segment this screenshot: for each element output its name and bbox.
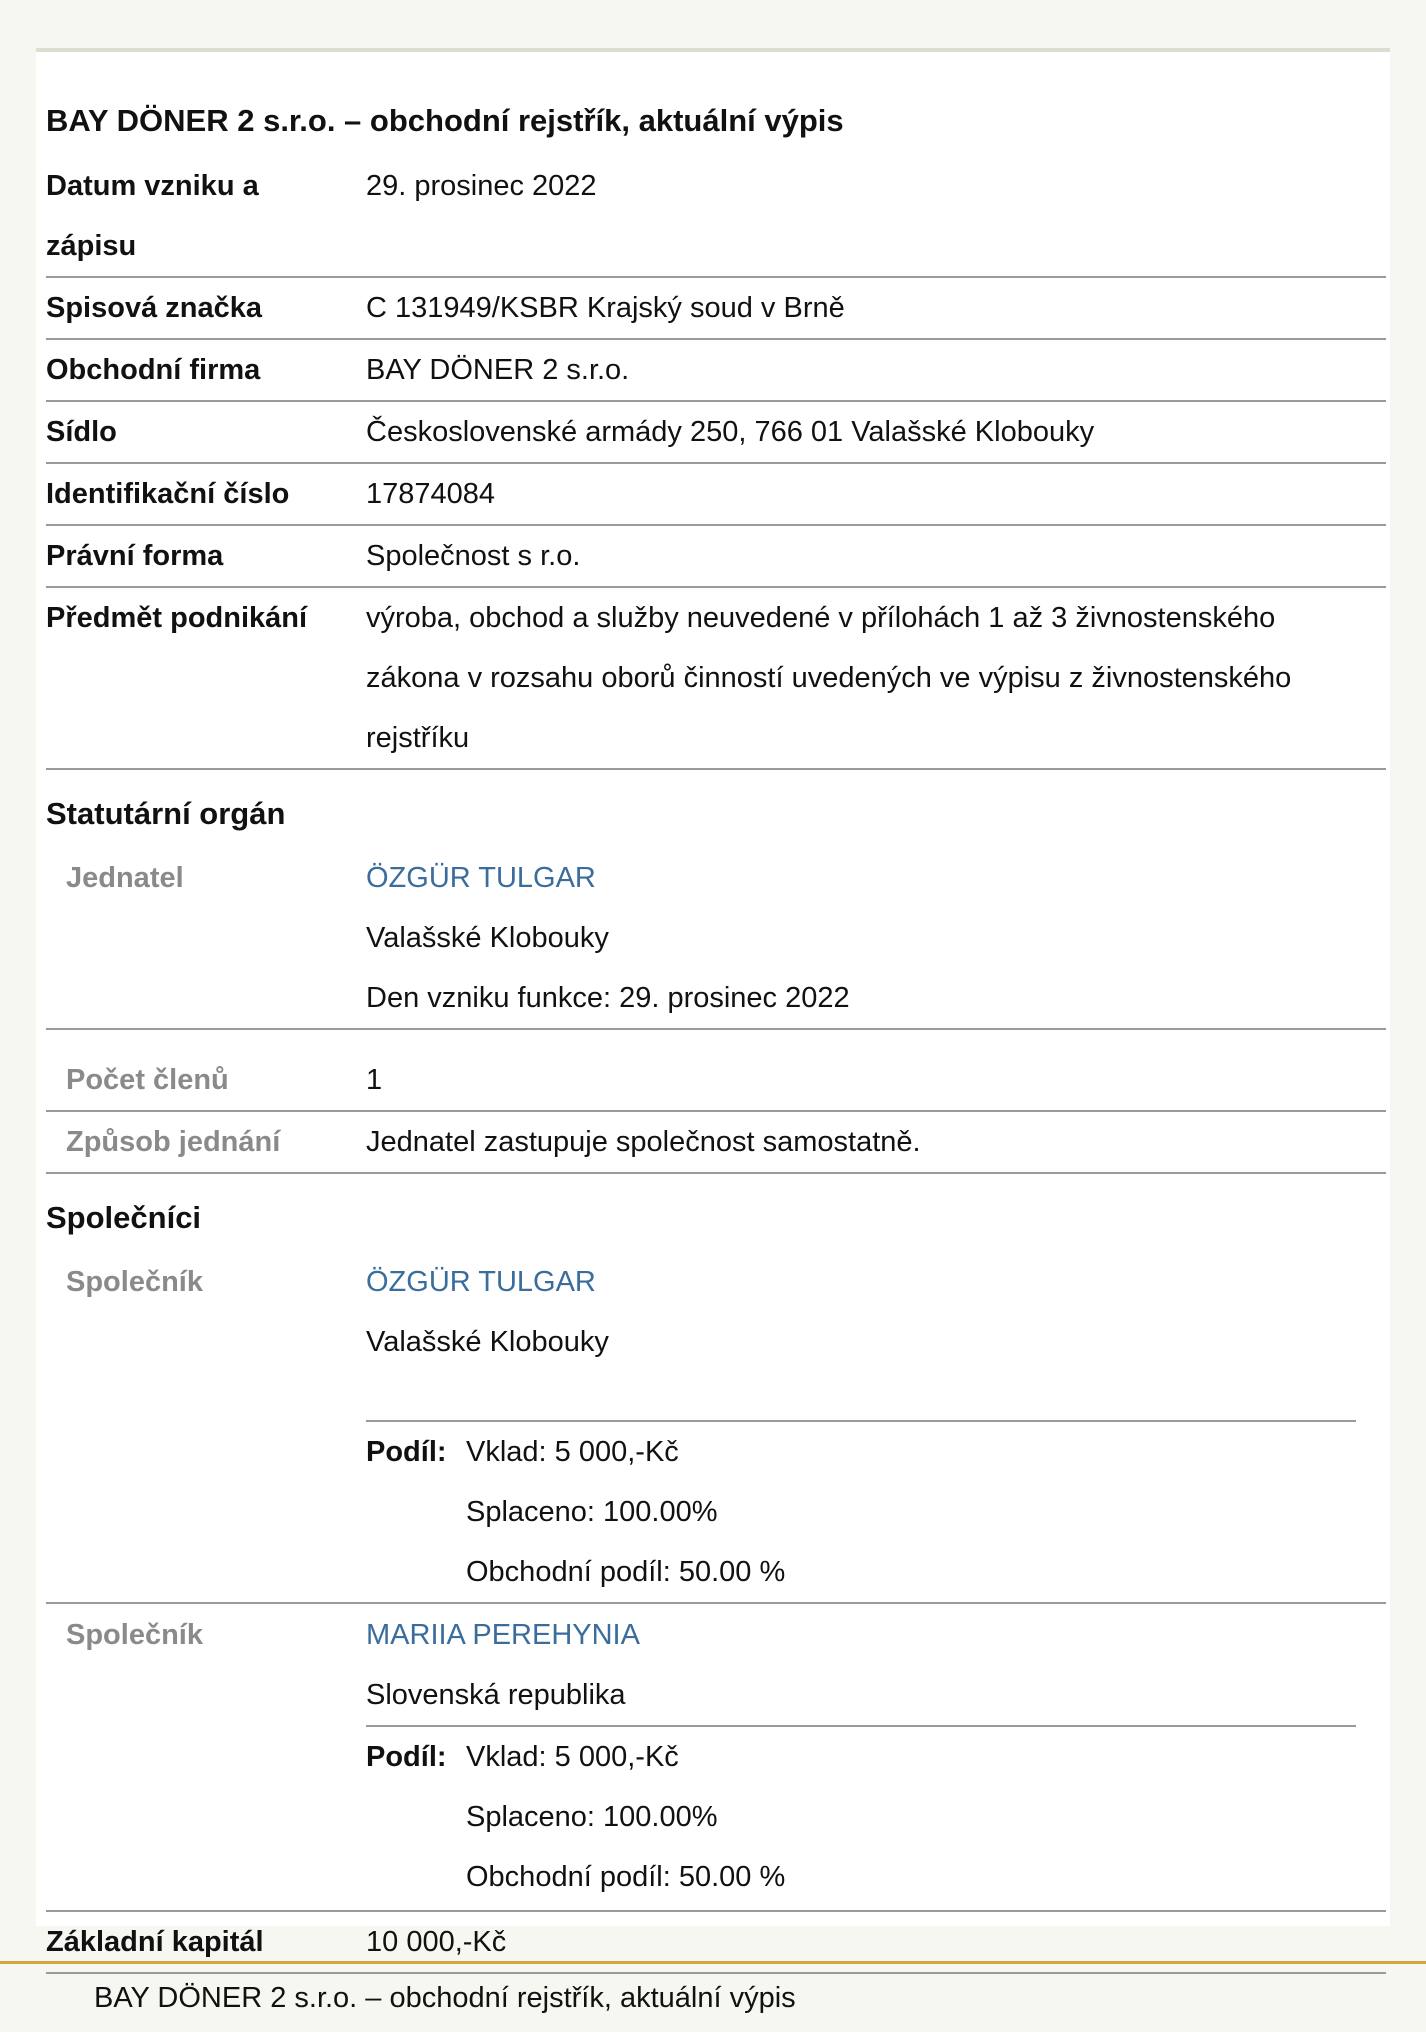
- value-predmet-podnikani: výroba, obchod a služby neuvedené v přílohách 1 až 3 živnostenského zákona v rozsahu oborů činností uvedených ve výpisu z živnostenského rejstříku: [366, 602, 1292, 754]
- share-label-1: Podíl:: [366, 1436, 447, 1468]
- value-identifikacni-cislo: 17874084: [366, 478, 496, 510]
- value-spolecnik-2: MARIIA PEREHYNIA Slovenská republika: [366, 1605, 1376, 1725]
- share-block-2: [366, 1725, 1356, 1907]
- label-jednatel: Jednatel: [66, 862, 184, 894]
- row-identifikacni-cislo: [46, 464, 1386, 526]
- jednatel-name-link[interactable]: ÖZGÜR TULGAR: [366, 862, 596, 894]
- row-predmet-podnikani: [46, 588, 1386, 770]
- label-pocet-clenu: Počet členů: [66, 1064, 229, 1096]
- value-spolecnik-1: ÖZGÜR TULGAR Valašské Klobouky: [366, 1252, 1376, 1372]
- footer-divider: [0, 1961, 1426, 1964]
- value-pravni-forma: Společnost s r.o.: [366, 540, 581, 572]
- footer-title: BAY DÖNER 2 s.r.o. – obchodní rejstřík, aktuální výpis: [94, 1982, 796, 2014]
- value-jednatel: ÖZGÜR TULGAR Valašské Klobouky Den vzniku funkce: 29. prosinec 2022: [366, 848, 1376, 1028]
- row-pravni-forma: [46, 526, 1386, 588]
- document-panel: [36, 48, 1390, 1958]
- value-zakladni-kapital: 10 000,-Kč: [366, 1926, 507, 1958]
- row-sidlo: [46, 402, 1386, 464]
- share-values-1: Vklad: 5 000,-Kč Splaceno: 100.00% Obchodní podíl: 50.00 %: [466, 1436, 786, 1588]
- spolecnik-2-name-link[interactable]: MARIIA PEREHYNIA: [366, 1619, 640, 1651]
- row-pocet-clenu: [46, 1050, 1386, 1112]
- value-obchodni-firma: BAY DÖNER 2 s.r.o.: [366, 354, 630, 386]
- row-zpusob-jednani: [46, 1112, 1386, 1174]
- share-label-2: Podíl:: [366, 1741, 447, 1773]
- page-title: BAY DÖNER 2 s.r.o. – obchodní rejstřík, aktuální výpis: [46, 103, 844, 138]
- row-zakladni-kapital: [46, 1912, 1386, 1974]
- heading-statutarni-organ: Statutární orgán: [46, 796, 286, 831]
- row-jednatel: [46, 848, 1386, 1030]
- label-spolecnik-1: Společník: [66, 1266, 203, 1298]
- row-spisova-znacka: [46, 278, 1386, 340]
- label-obchodni-firma: Obchodní firma: [46, 354, 261, 386]
- spolecnik-1-name-link[interactable]: ÖZGÜR TULGAR: [366, 1266, 596, 1298]
- value-spisova-znacka: C 131949/KSBR Krajský soud v Brně: [366, 292, 845, 324]
- value-pocet-clenu: 1: [366, 1064, 383, 1096]
- label-spisova-znacka: Spisová značka: [46, 292, 262, 324]
- value-zpusob-jednani: Jednatel zastupuje společnost samostatně.: [366, 1126, 921, 1158]
- share-values-2: Vklad: 5 000,-Kč Splaceno: 100.00% Obchodní podíl: 50.00 %: [466, 1741, 786, 1893]
- label-datum-vzniku: Datum vzniku a zápisu: [46, 170, 259, 262]
- label-predmet-podnikani: Předmět podnikání: [46, 602, 308, 634]
- row-spolecnik-1: [46, 1252, 1386, 1604]
- heading-spolecnici: Společníci: [46, 1200, 202, 1235]
- value-datum-vzniku: 29. prosinec 2022: [366, 170, 597, 202]
- row-datum-vzniku: [46, 156, 1386, 278]
- share-block-1: [366, 1420, 1356, 1602]
- label-sidlo: Sídlo: [46, 416, 117, 448]
- row-spolecnik-2: [46, 1605, 1386, 1912]
- label-zakladni-kapital: Základní kapitál: [46, 1926, 264, 1958]
- value-sidlo: Československé armády 250, 766 01 Valašské Klobouky: [366, 416, 1095, 448]
- label-identifikacni-cislo: Identifikační číslo: [46, 478, 290, 510]
- label-zpusob-jednani: Způsob jednání: [66, 1126, 281, 1158]
- label-pravni-forma: Právní forma: [46, 540, 224, 572]
- row-obchodni-firma: [46, 340, 1386, 402]
- label-spolecnik-2: Společník: [66, 1619, 203, 1651]
